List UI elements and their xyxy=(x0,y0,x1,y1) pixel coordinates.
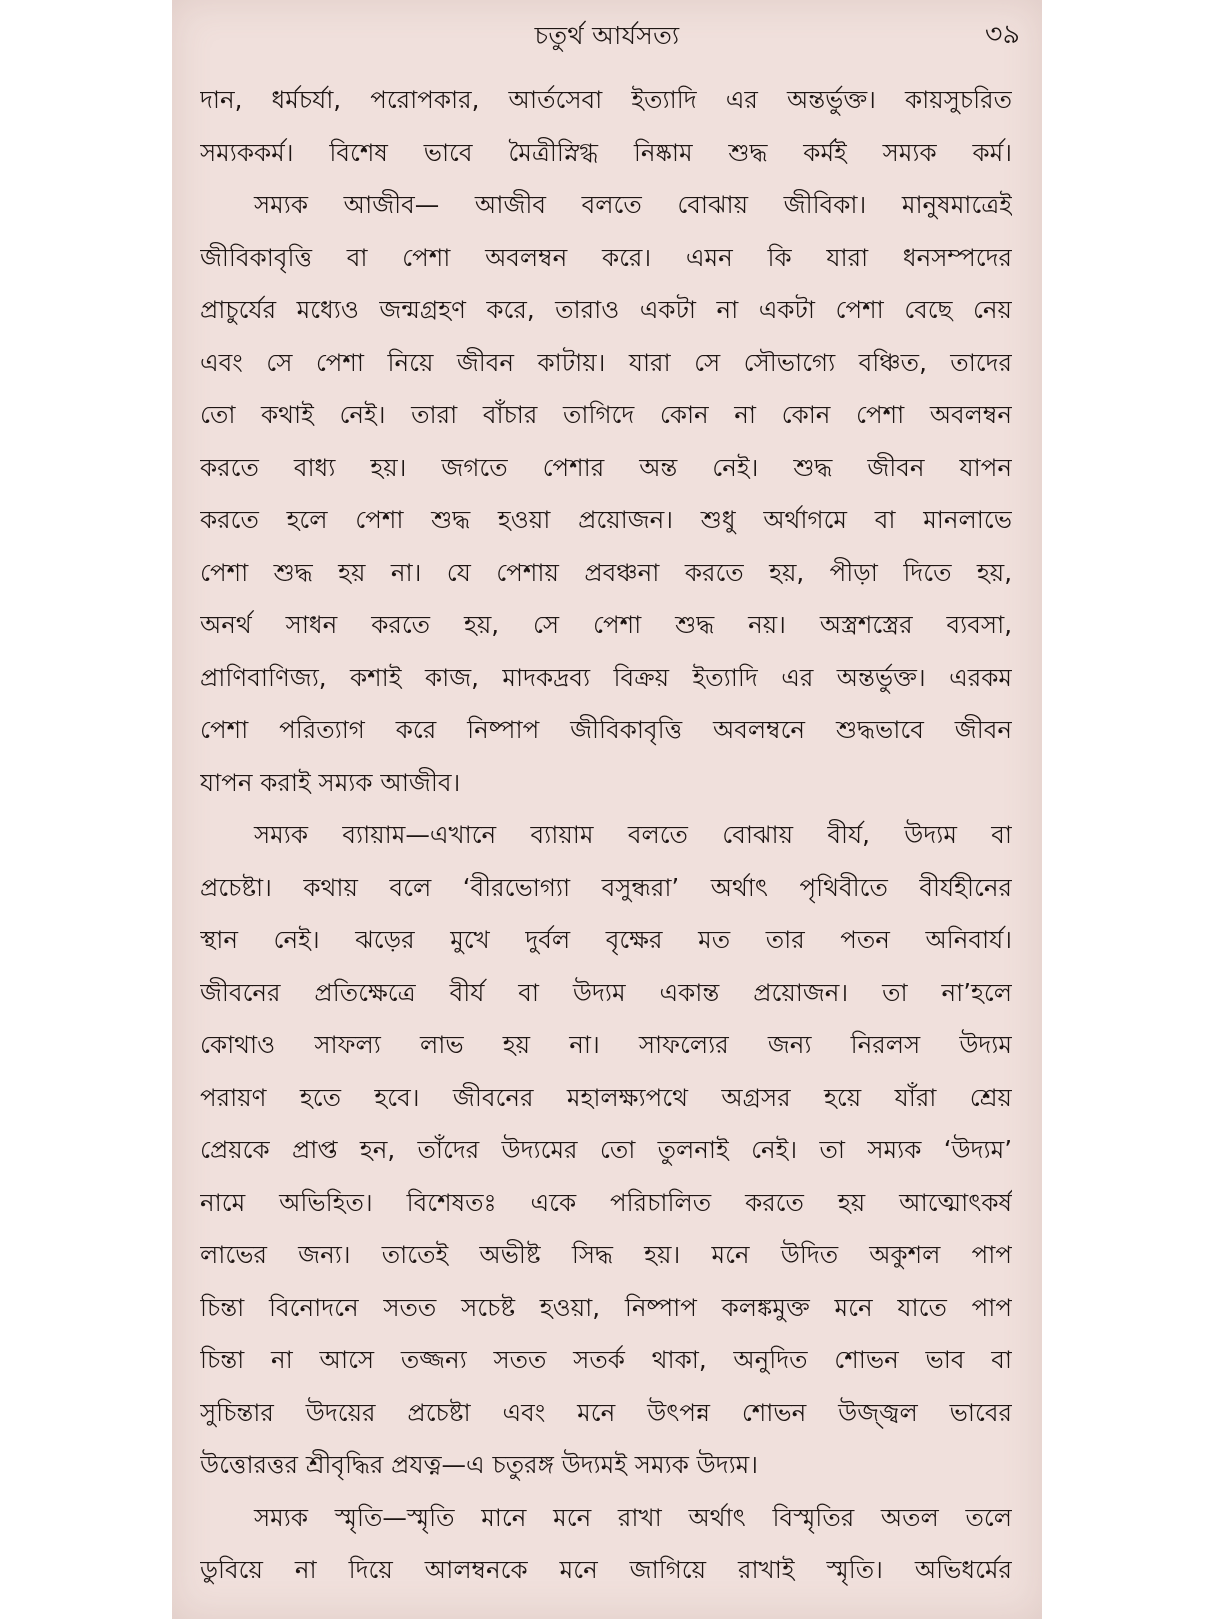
text-line: জীবিকাবৃত্তি বা পেশা অবলম্বন করে। এমন কি যারা ধনসম্পদের xyxy=(200,242,1012,272)
text-line: সম্যককর্ম। বিশেষ ভাবে মৈত্রীস্নিগ্ধ নিষ্কাম শুদ্ধ কর্মই সম্যক কর্ম। xyxy=(200,137,1012,167)
text-line: পেশা পরিত্যাগ করে নিষ্পাপ জীবিকাবৃত্তি অবলম্বনে শুদ্ধভাবে জীবন xyxy=(200,715,1012,744)
text-line: চিন্তা বিনোদনে সতত সচেষ্ট হওয়া, নিষ্পাপ কলঙ্কমুক্ত মনে যাতে পাপ xyxy=(200,1292,1012,1322)
text-line: অনর্থ সাধন করতে হয়, সে পেশা শুদ্ধ নয়। অস্ত্রশস্ত্রের ব্যবসা, xyxy=(200,610,1012,639)
text-line: পেশা শুদ্ধ হয় না। যে পেশায় প্রবঞ্চনা করতে হয়, পীড়া দিতে হয়, xyxy=(200,557,1012,587)
text-line: জীবনের প্রতিক্ষেত্রে বীর্য বা উদ্যম একান্ত প্রয়োজন। তা না’হলে xyxy=(200,977,1012,1007)
text-line: উত্তোরত্তর শ্রীবৃদ্ধির প্রযত্ন—এ চতুরঙ্গ উদ্যমই সম্যক উদ্যম। xyxy=(200,1450,759,1479)
text-line: নামে অভিহিত। বিশেষতঃ একে পরিচালিত করতে হয় আত্মোৎকর্ষ xyxy=(200,1187,1012,1217)
text-line: সম্যক স্মৃতি—স্মৃতি মানে মনে রাখা অর্থাৎ বিস্মৃতির অতল তলে xyxy=(254,1502,1012,1532)
text-line: সম্যক আজীব— আজীব বলতে বোঝায় জীবিকা। মানুষমাত্রেই xyxy=(254,190,1012,219)
text-line: চিন্তা না আসে তজ্জন্য সতত সতর্ক থাকা, অনুদিত শোভন ভাব বা xyxy=(200,1345,1012,1374)
text-line: এবং সে পেশা নিয়ে জীবন কাটায়। যারা সে সৌভাগ্যে বঞ্চিত, তাদের xyxy=(200,347,1012,377)
text-line: প্রচেষ্টা। কথায় বলে ‘বীরভোগ্যা বসুন্ধরা’ অর্থাৎ পৃথিবীতে বীর্যহীনের xyxy=(200,872,1012,902)
text-line: সুচিন্তার উদয়ের প্রচেষ্টা এবং মনে উৎপন্ন শোভন উজ্জ্বল ভাবের xyxy=(200,1397,1012,1427)
text-line: প্রেয়কে প্রাপ্ত হন, তাঁদের উদ্যমের তো তুলনাই নেই। তা সম্যক ‘উদ্যম’ xyxy=(200,1135,1012,1164)
text-line: দান, ধর্মচর্যা, পরোপকার, আর্তসেবা ইত্যাদি এর অন্তর্ভুক্ত। কায়সুচরিত xyxy=(200,85,1012,114)
text-line: তো কথাই নেই। তারা বাঁচার তাগিদে কোন না কোন পেশা অবলম্বন xyxy=(200,400,1012,429)
text-line: যাপন করাই সম্যক আজীব। xyxy=(200,767,461,797)
running-title: চতুর্থ আর্যসত্য xyxy=(534,21,680,50)
page-number: ৩৯ xyxy=(984,19,1020,50)
text-line: পরায়ণ হতে হবে। জীবনের মহালক্ষ্যপথে অগ্রসর হয়ে যাঁরা শ্রেয় xyxy=(200,1082,1012,1112)
text-line: প্রাণিবাণিজ্য, কশাই কাজ, মাদকদ্রব্য বিক্রয় ইত্যাদি এর অন্তর্ভুক্ত। এরকম xyxy=(200,662,1012,692)
page-header xyxy=(172,12,1042,56)
text-line: প্রাচুর্যের মধ্যেও জন্মগ্রহণ করে, তারাও একটা না একটা পেশা বেছে নেয় xyxy=(200,295,1012,324)
body-text xyxy=(200,74,1012,1597)
text-line: করতে বাধ্য হয়। জগতে পেশার অন্ত নেই। শুদ্ধ জীবন যাপন xyxy=(200,452,1012,482)
text-line: ডুবিয়ে না দিয়ে আলম্বনকে মনে জাগিয়ে রাখাই স্মৃতি। অভিধর্মের xyxy=(200,1555,1012,1584)
text-line: লাভের জন্য। তাতেই অভীষ্ট সিদ্ধ হয়। মনে উদিত অকুশল পাপ xyxy=(200,1240,1012,1269)
text-line: স্থান নেই। ঝড়ের মুখে দুর্বল বৃক্ষের মত তার পতন অনিবার্য। xyxy=(200,925,1012,954)
text-line: সম্যক ব্যায়াম—এখানে ব্যায়াম বলতে বোঝায় বীর্য, উদ্যম বা xyxy=(254,820,1012,849)
text-line: কোথাও সাফল্য লাভ হয় না। সাফল্যের জন্য নিরলস উদ্যম xyxy=(200,1030,1012,1059)
book-page xyxy=(172,0,1042,1619)
text-line: করতে হলে পেশা শুদ্ধ হওয়া প্রয়োজন। শুধু অর্থাগমে বা মানলাভে xyxy=(200,505,1012,534)
